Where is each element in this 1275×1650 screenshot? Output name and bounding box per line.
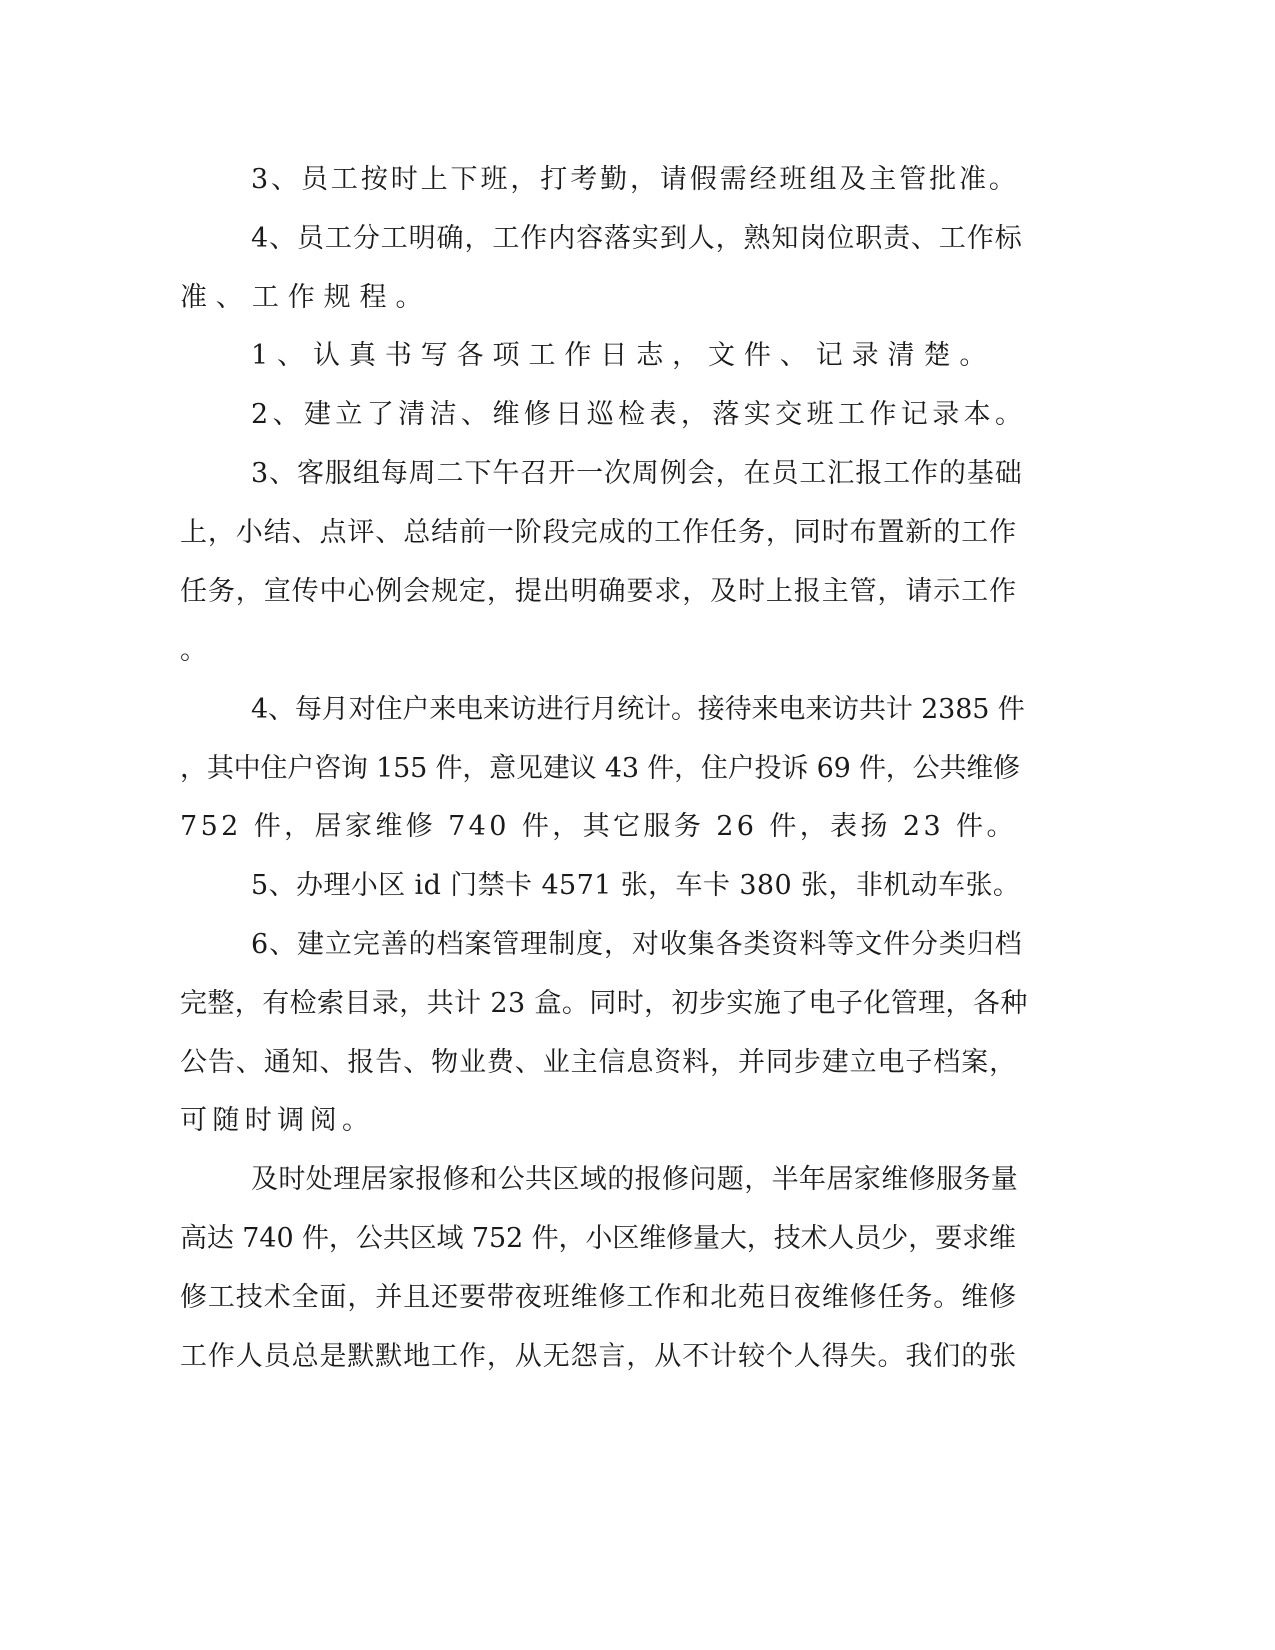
text-line-8: 任务，宣传中心例会规定，提出明确要求，及时上报主管，请示工作 (180, 576, 1017, 607)
text-line-10: 4、每月对住户来电来访进行月统计。接待来电来访共计 2385 件 (251, 694, 1025, 725)
text-line-11: ，其中住户咨询 155 件，意见建议 43 件，住户投诉 69 件，公共维修 (180, 753, 1020, 784)
text-line-16: 公告、通知、报告、物业费、业主信息资料，并同步建立电子档案， (180, 1047, 1017, 1078)
text-line-7: 上，小结、点评、总结前一阶段完成的工作任务，同时布置新的工作 (180, 517, 1017, 548)
text-line-13: 5、办理小区 id 门禁卡 4571 张，车卡 380 张，非机动车张。 (251, 870, 1021, 901)
text-line-20: 修工技术全面，并且还要带夜班维修工作和北苑日夜维修任务。维修 (180, 1282, 1017, 1313)
text-line-6: 3、客服组每周二下午召开一次周例会，在员工汇报工作的基础 (251, 458, 1023, 489)
text-line-4: 1、认真书写各项工作日志，文件、记录清楚。 (251, 340, 996, 371)
text-line-14: 6、建立完善的档案管理制度，对收集各类资料等文件分类归档 (251, 929, 1023, 960)
text-line-15: 完整，有检索目录，共计 23 盒。同时，初步实施了电子化管理，各种 (180, 988, 1028, 1019)
text-line-3: 准、工作规程。 (180, 282, 432, 313)
text-line-12: 752 件，居家维修 740 件，其它服务 26 件，表扬 23 件。 (180, 811, 1017, 842)
text-line-17: 可随时调阅。 (180, 1105, 375, 1136)
text-line-2: 4、员工分工明确，工作内容落实到人，熟知岗位职责、工作标 (251, 223, 1023, 254)
text-line-18: 及时处理居家报修和公共区域的报修问题，半年居家维修服务量 (251, 1164, 1019, 1195)
text-line-21: 工作人员总是默默地工作，从无怨言，从不计较个人得失。我们的张 (180, 1341, 1017, 1372)
text-line-19: 高达 740 件，公共区域 752 件，小区维修量大，技术人员少，要求维 (180, 1223, 1016, 1254)
text-line-9: 。 (180, 635, 213, 666)
text-line-1: 3、员工按时上下班，打考勤，请假需经班组及主管批准。 (251, 164, 1019, 195)
text-line-5: 2、建立了清洁、维修日巡检表，落实交班工作记录本。 (251, 399, 1027, 430)
